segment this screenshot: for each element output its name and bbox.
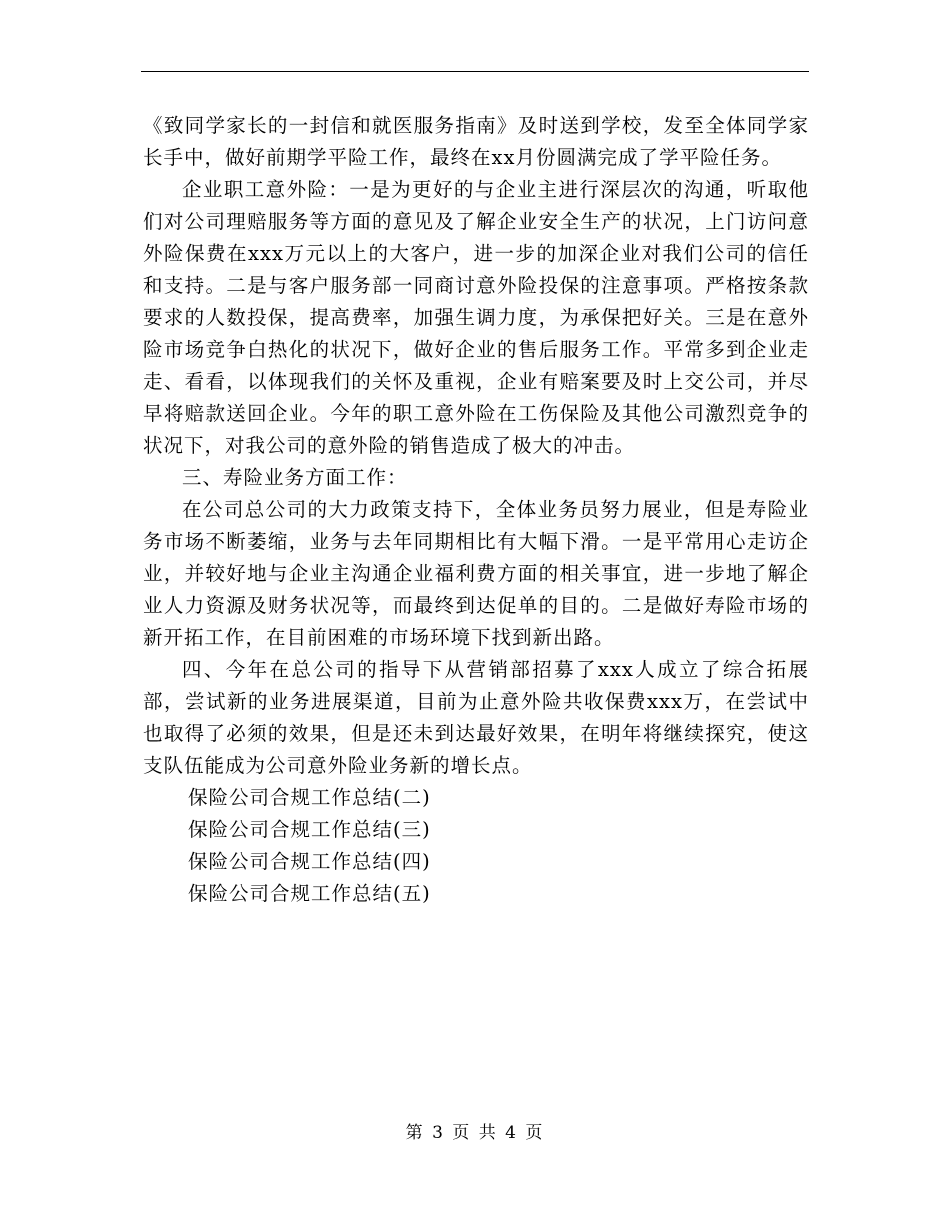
section-heading-life-insurance: 三、寿险业务方面工作：: [182, 466, 408, 489]
paragraph-intro: 《致同学家长的一封信和就医服务指南》及时送到学校，发至全体同学家长手中，做好前期学平险工作，最终在xx月份圆满完成了学平险任务。: [143, 114, 809, 169]
related-title-link[interactable]: 保险公司合规工作总结(五): [188, 882, 431, 905]
header-rule: [141, 71, 809, 72]
document-body: [143, 110, 809, 910]
related-title-link[interactable]: 保险公司合规工作总结(二): [188, 786, 431, 809]
paragraph-employee-accident-insurance: 企业职工意外险：一是为更好的与企业主进行深层次的沟通，听取他们对公司理赔服务等方面的意见及了解企业安全生产的状况，上门访问意外险保费在xxx万元以上的大客户，进一步的加深企业对我们公司的信任和支持。二是与客户服务部一同商讨意外险投保的注意事项。严格按条款要求的人数投保，提高费率，加强生调力度，为承保把好关。三是在意外险市场竞争白热化的状况下，做好企业的售后服务工作。平常多到企业走走、看看，以体现我们的关怀及重视，企业有赔案要及时上交公司，并尽早将赔款送回企业。今年的职工意外险在工伤保险及其他公司激烈竞争的状况下，对我公司的意外险的销售造成了极大的冲击。: [143, 178, 809, 457]
paragraph-life-insurance: 在公司总公司的大力政策支持下，全体业务员努力展业，但是寿险业务市场不断萎缩，业务与去年同期相比有大幅下滑。一是平常用心走访企业，并较好地与企业主沟通企业福利费方面的相关事宜，进一步地了解企业人力资源及财务状况等，而最终到达促单的目的。二是做好寿险市场的新开拓工作，在目前困难的市场环境下找到新出路。: [143, 498, 809, 649]
page-number: 第 3 页 共 4 页: [405, 1123, 545, 1143]
related-title-link[interactable]: 保险公司合规工作总结(四): [188, 850, 431, 873]
related-titles-list: [143, 782, 809, 910]
related-title-link[interactable]: 保险公司合规工作总结(三): [188, 818, 431, 841]
paragraph-comprehensive-expansion: 四、今年在总公司的指导下从营销部招募了xxx人成立了综合拓展部，尝试新的业务进展渠道，目前为止意外险共收保费xxx万，在尝试中也取得了必须的效果，但是还未到达最好效果，在明年将继续探究，使这支队伍能成为公司意外险业务新的增长点。: [143, 658, 809, 777]
